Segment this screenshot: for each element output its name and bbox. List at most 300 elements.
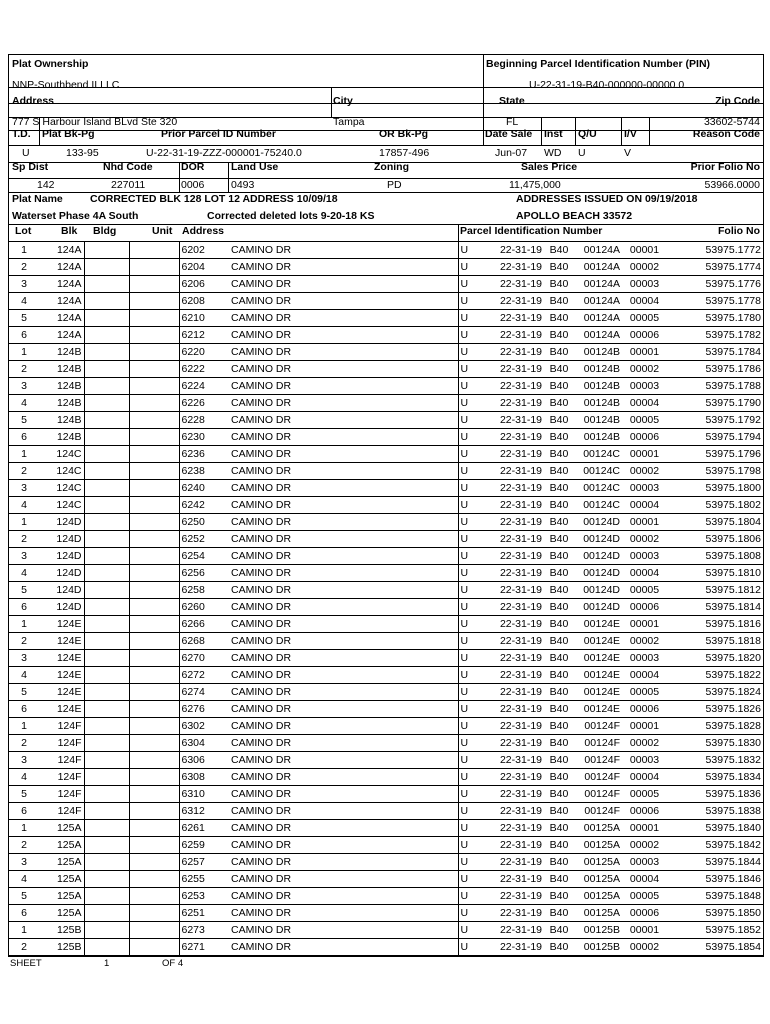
folio-cell: 53975.1810 xyxy=(667,565,763,582)
house-number-cell: 6228 xyxy=(179,412,229,429)
unit-cell xyxy=(129,718,179,735)
pin-section-cell: 22-31-19 xyxy=(482,888,544,905)
lot-cell: 3 xyxy=(9,854,39,871)
pin-subdivision-cell: B40 xyxy=(544,769,574,786)
pin-subdivision-cell: B40 xyxy=(544,888,574,905)
folio-cell: 53975.1820 xyxy=(667,650,763,667)
table-row xyxy=(9,412,763,429)
pin-section-cell: 22-31-19 xyxy=(482,769,544,786)
blk-cell: 124E xyxy=(39,650,84,667)
house-number-cell: 6306 xyxy=(179,752,229,769)
unit-cell xyxy=(129,548,179,565)
table-row xyxy=(9,752,763,769)
pin-lot-cell: 00003 xyxy=(622,378,667,395)
unit-cell xyxy=(129,514,179,531)
blk-cell: 124F xyxy=(39,718,84,735)
pin-prefix-cell: U xyxy=(458,361,482,378)
pin-prefix-cell: U xyxy=(458,463,482,480)
house-number-cell: 6276 xyxy=(179,701,229,718)
unit-cell xyxy=(129,463,179,480)
pin-prefix-cell: U xyxy=(458,242,482,259)
unit-cell xyxy=(129,871,179,888)
blk-cell: 124C xyxy=(39,446,84,463)
folio-cell: 53975.1834 xyxy=(667,769,763,786)
street-cell: CAMINO DR xyxy=(229,667,458,684)
house-number-cell: 6271 xyxy=(179,939,229,956)
lot-cell: 1 xyxy=(9,820,39,837)
qu-value: U xyxy=(578,147,586,159)
blk-cell: 124F xyxy=(39,735,84,752)
pin-section-cell: 22-31-19 xyxy=(482,361,544,378)
folio-cell: 53975.1798 xyxy=(667,463,763,480)
pin-section-cell: 22-31-19 xyxy=(482,531,544,548)
blk-cell: 124E xyxy=(39,684,84,701)
bldg-cell xyxy=(84,718,129,735)
table-row xyxy=(9,429,763,446)
bldg-cell xyxy=(84,446,129,463)
bldg-cell xyxy=(84,378,129,395)
lot-cell: 6 xyxy=(9,905,39,922)
pin-subdivision-cell: B40 xyxy=(544,854,574,871)
pin-section-cell: 22-31-19 xyxy=(482,242,544,259)
pin-prefix-cell: U xyxy=(458,565,482,582)
lot-cell: 2 xyxy=(9,837,39,854)
pin-subdivision-cell: B40 xyxy=(544,310,574,327)
pin-lot-cell: 00002 xyxy=(622,531,667,548)
bldg-cell xyxy=(84,344,129,361)
pin-section-cell: 22-31-19 xyxy=(482,752,544,769)
table-row xyxy=(9,888,763,905)
owner-zip: 33602-5744 xyxy=(703,116,760,128)
house-number-cell: 6272 xyxy=(179,667,229,684)
blk-cell: 124B xyxy=(39,378,84,395)
pin-section-cell: 22-31-19 xyxy=(482,820,544,837)
house-number-cell: 6253 xyxy=(179,888,229,905)
blk-cell: 124C xyxy=(39,463,84,480)
lot-cell: 2 xyxy=(9,735,39,752)
folio-cell: 53975.1844 xyxy=(667,854,763,871)
lot-cell: 2 xyxy=(9,259,39,276)
street-cell: CAMINO DR xyxy=(229,429,458,446)
pin-block-cell: 00125A xyxy=(574,888,622,905)
pin-lot-cell: 00006 xyxy=(622,905,667,922)
pin-lot-cell: 00004 xyxy=(622,293,667,310)
lot-cell: 5 xyxy=(9,582,39,599)
pin-subdivision-cell: B40 xyxy=(544,276,574,293)
plat-header xyxy=(9,55,763,242)
col-folio: Folio No xyxy=(718,225,760,237)
pin-prefix-cell: U xyxy=(458,480,482,497)
pin-subdivision-cell: B40 xyxy=(544,735,574,752)
bldg-cell xyxy=(84,480,129,497)
pin-subdivision-cell: B40 xyxy=(544,514,574,531)
blk-cell: 124F xyxy=(39,803,84,820)
pin-lot-cell: 00006 xyxy=(622,327,667,344)
folio-cell: 53975.1836 xyxy=(667,786,763,803)
table-row xyxy=(9,497,763,514)
blk-cell: 124A xyxy=(39,276,84,293)
pin-subdivision-cell: B40 xyxy=(544,565,574,582)
bldg-cell xyxy=(84,871,129,888)
pin-section-cell: 22-31-19 xyxy=(482,446,544,463)
street-cell: CAMINO DR xyxy=(229,905,458,922)
bldg-cell xyxy=(84,429,129,446)
pin-lot-cell: 00004 xyxy=(622,497,667,514)
blk-cell: 124D xyxy=(39,582,84,599)
pin-lot-cell: 00003 xyxy=(622,480,667,497)
pin-section-cell: 22-31-19 xyxy=(482,276,544,293)
plat-bkpg-label: Plat Bk-Pg xyxy=(42,128,95,140)
table-row xyxy=(9,293,763,310)
blk-cell: 124A xyxy=(39,242,84,259)
bldg-cell xyxy=(84,599,129,616)
col-pin: Parcel Identification Number xyxy=(460,225,603,237)
pin-lot-cell: 00004 xyxy=(622,395,667,412)
blk-cell: 125B xyxy=(39,922,84,939)
bldg-cell xyxy=(84,701,129,718)
lot-cell: 4 xyxy=(9,293,39,310)
blk-cell: 124E xyxy=(39,633,84,650)
bldg-cell xyxy=(84,922,129,939)
table-row xyxy=(9,395,763,412)
table-row xyxy=(9,616,763,633)
pin-lot-cell: 00005 xyxy=(622,888,667,905)
folio-cell: 53975.1776 xyxy=(667,276,763,293)
pin-lot-cell: 00002 xyxy=(622,735,667,752)
lot-cell: 5 xyxy=(9,310,39,327)
blk-cell: 124A xyxy=(39,310,84,327)
blk-cell: 125B xyxy=(39,939,84,956)
pin-lot-cell: 00004 xyxy=(622,667,667,684)
plat-bkpg-value: 133-95 xyxy=(66,147,99,159)
house-number-cell: 6226 xyxy=(179,395,229,412)
table-row xyxy=(9,922,763,939)
house-number-cell: 6304 xyxy=(179,735,229,752)
pin-block-cell: 00125A xyxy=(574,820,622,837)
street-cell: CAMINO DR xyxy=(229,633,458,650)
bldg-cell xyxy=(84,497,129,514)
pin-prefix-cell: U xyxy=(458,412,482,429)
street-cell: CAMINO DR xyxy=(229,293,458,310)
pin-section-cell: 22-31-19 xyxy=(482,701,544,718)
table-row xyxy=(9,735,763,752)
deleted-lots-note: Corrected deleted lots 9-20-18 KS xyxy=(207,210,375,222)
bldg-cell xyxy=(84,259,129,276)
pin-prefix-cell: U xyxy=(458,599,482,616)
table-row xyxy=(9,276,763,293)
lot-cell: 2 xyxy=(9,939,39,956)
pin-block-cell: 00124D xyxy=(574,565,622,582)
pin-lot-cell: 00002 xyxy=(622,463,667,480)
house-number-cell: 6266 xyxy=(179,616,229,633)
col-bldg: Bldg xyxy=(93,225,117,237)
bldg-cell xyxy=(84,582,129,599)
folio-cell: 53975.1828 xyxy=(667,718,763,735)
unit-cell xyxy=(129,293,179,310)
table-row xyxy=(9,327,763,344)
bldg-cell xyxy=(84,684,129,701)
lot-cell: 1 xyxy=(9,446,39,463)
lot-cell: 1 xyxy=(9,718,39,735)
pin-lot-cell: 00003 xyxy=(622,548,667,565)
land-use-label: Land Use xyxy=(231,161,279,173)
street-cell: CAMINO DR xyxy=(229,939,458,956)
lot-cell: 2 xyxy=(9,531,39,548)
blk-cell: 124D xyxy=(39,514,84,531)
prior-folio-value: 53966.0000 xyxy=(704,179,760,191)
td-label: T.D. xyxy=(12,128,31,140)
blk-cell: 124B xyxy=(39,344,84,361)
sales-price-value: 11,475,000 xyxy=(509,179,561,191)
bldg-cell xyxy=(84,633,129,650)
pin-lot-cell: 00005 xyxy=(622,310,667,327)
pin-subdivision-cell: B40 xyxy=(544,701,574,718)
unit-cell xyxy=(129,310,179,327)
pin-section-cell: 22-31-19 xyxy=(482,735,544,752)
pin-section-cell: 22-31-19 xyxy=(482,871,544,888)
pin-subdivision-cell: B40 xyxy=(544,718,574,735)
table-row xyxy=(9,939,763,956)
pin-subdivision-cell: B40 xyxy=(544,667,574,684)
house-number-cell: 6270 xyxy=(179,650,229,667)
pin-subdivision-cell: B40 xyxy=(544,650,574,667)
pin-block-cell: 00124A xyxy=(574,242,622,259)
lot-cell: 4 xyxy=(9,769,39,786)
beginning-pin: U-22-31-19-B40-000000-00000.0 xyxy=(529,79,685,91)
pin-subdivision-cell: B40 xyxy=(544,803,574,820)
parcel-rows xyxy=(9,242,763,956)
street-cell: CAMINO DR xyxy=(229,531,458,548)
pin-section-cell: 22-31-19 xyxy=(482,667,544,684)
pin-section-cell: 22-31-19 xyxy=(482,327,544,344)
table-row xyxy=(9,242,763,259)
pin-section-cell: 22-31-19 xyxy=(482,395,544,412)
street-cell: CAMINO DR xyxy=(229,463,458,480)
bldg-cell xyxy=(84,820,129,837)
pin-prefix-cell: U xyxy=(458,939,482,956)
pin-block-cell: 00124E xyxy=(574,667,622,684)
folio-cell: 53975.1846 xyxy=(667,871,763,888)
pin-prefix-cell: U xyxy=(458,769,482,786)
pin-subdivision-cell: B40 xyxy=(544,395,574,412)
house-number-cell: 6222 xyxy=(179,361,229,378)
blk-cell: 124D xyxy=(39,565,84,582)
pin-block-cell: 00124D xyxy=(574,548,622,565)
lot-cell: 4 xyxy=(9,871,39,888)
pin-prefix-cell: U xyxy=(458,871,482,888)
pin-section-cell: 22-31-19 xyxy=(482,582,544,599)
pin-prefix-cell: U xyxy=(458,803,482,820)
folio-cell: 53975.1794 xyxy=(667,429,763,446)
street-cell: CAMINO DR xyxy=(229,786,458,803)
pin-section-cell: 22-31-19 xyxy=(482,599,544,616)
lot-cell: 6 xyxy=(9,327,39,344)
bldg-cell xyxy=(84,854,129,871)
owner-name: NNP-Southbend II LLC xyxy=(12,79,120,91)
street-cell: CAMINO DR xyxy=(229,922,458,939)
unit-cell xyxy=(129,531,179,548)
zoning-label: Zoning xyxy=(374,161,409,173)
table-row xyxy=(9,344,763,361)
or-bkpg-value: 17857-496 xyxy=(379,147,430,159)
pin-lot-cell: 00005 xyxy=(622,412,667,429)
pin-subdivision-cell: B40 xyxy=(544,361,574,378)
blk-cell: 125A xyxy=(39,837,84,854)
pin-section-cell: 22-31-19 xyxy=(482,565,544,582)
unit-cell xyxy=(129,276,179,293)
pin-lot-cell: 00001 xyxy=(622,242,667,259)
street-cell: CAMINO DR xyxy=(229,582,458,599)
house-number-cell: 6308 xyxy=(179,769,229,786)
street-cell: CAMINO DR xyxy=(229,769,458,786)
pin-prefix-cell: U xyxy=(458,548,482,565)
table-row xyxy=(9,837,763,854)
street-cell: CAMINO DR xyxy=(229,684,458,701)
pin-prefix-cell: U xyxy=(458,684,482,701)
lot-cell: 5 xyxy=(9,412,39,429)
street-cell: CAMINO DR xyxy=(229,820,458,837)
pin-prefix-cell: U xyxy=(458,616,482,633)
city-label: City xyxy=(333,95,353,107)
pin-section-cell: 22-31-19 xyxy=(482,650,544,667)
pin-lot-cell: 00001 xyxy=(622,514,667,531)
bldg-cell xyxy=(84,752,129,769)
pin-block-cell: 00124B xyxy=(574,412,622,429)
street-cell: CAMINO DR xyxy=(229,310,458,327)
folio-cell: 53975.1804 xyxy=(667,514,763,531)
table-row xyxy=(9,701,763,718)
pin-subdivision-cell: B40 xyxy=(544,684,574,701)
folio-cell: 53975.1818 xyxy=(667,633,763,650)
street-cell: CAMINO DR xyxy=(229,480,458,497)
pin-prefix-cell: U xyxy=(458,922,482,939)
pin-subdivision-cell: B40 xyxy=(544,599,574,616)
folio-cell: 53975.1790 xyxy=(667,395,763,412)
pin-lot-cell: 00001 xyxy=(622,718,667,735)
street-cell: CAMINO DR xyxy=(229,327,458,344)
house-number-cell: 6273 xyxy=(179,922,229,939)
pin-section-cell: 22-31-19 xyxy=(482,803,544,820)
pin-block-cell: 00124D xyxy=(574,514,622,531)
pin-prefix-cell: U xyxy=(458,344,482,361)
pin-block-cell: 00125B xyxy=(574,939,622,956)
pin-prefix-cell: U xyxy=(458,905,482,922)
unit-cell xyxy=(129,854,179,871)
bldg-cell xyxy=(84,514,129,531)
state-label: State xyxy=(499,95,525,107)
pin-block-cell: 00124C xyxy=(574,463,622,480)
street-cell: CAMINO DR xyxy=(229,888,458,905)
table-row xyxy=(9,650,763,667)
blk-cell: 125A xyxy=(39,871,84,888)
bldg-cell xyxy=(84,905,129,922)
pin-subdivision-cell: B40 xyxy=(544,344,574,361)
lot-cell: 1 xyxy=(9,344,39,361)
street-cell: CAMINO DR xyxy=(229,446,458,463)
nhd-code-value: 227011 xyxy=(111,179,146,191)
sheet-total: OF 4 xyxy=(162,958,184,969)
pin-block-cell: 00125A xyxy=(574,871,622,888)
blk-cell: 124B xyxy=(39,361,84,378)
pin-section-cell: 22-31-19 xyxy=(482,854,544,871)
pin-subdivision-cell: B40 xyxy=(544,633,574,650)
prior-parcel-label: Prior Parcel ID Number xyxy=(161,128,276,140)
house-number-cell: 6208 xyxy=(179,293,229,310)
pin-section-cell: 22-31-19 xyxy=(482,616,544,633)
house-number-cell: 6252 xyxy=(179,531,229,548)
blk-cell: 124A xyxy=(39,259,84,276)
folio-cell: 53975.1796 xyxy=(667,446,763,463)
house-number-cell: 6310 xyxy=(179,786,229,803)
pin-subdivision-cell: B40 xyxy=(544,531,574,548)
pin-subdivision-cell: B40 xyxy=(544,429,574,446)
table-row xyxy=(9,599,763,616)
pin-prefix-cell: U xyxy=(458,497,482,514)
pin-label: Beginning Parcel Identification Number (PIN) xyxy=(486,58,711,70)
house-number-cell: 6242 xyxy=(179,497,229,514)
house-number-cell: 6230 xyxy=(179,429,229,446)
street-cell: CAMINO DR xyxy=(229,395,458,412)
pin-lot-cell: 00006 xyxy=(622,701,667,718)
bldg-cell xyxy=(84,310,129,327)
table-row xyxy=(9,582,763,599)
table-row xyxy=(9,514,763,531)
pin-prefix-cell: U xyxy=(458,531,482,548)
qu-label: Q/U xyxy=(578,128,597,140)
unit-cell xyxy=(129,701,179,718)
pin-subdivision-cell: B40 xyxy=(544,922,574,939)
pin-section-cell: 22-31-19 xyxy=(482,497,544,514)
street-cell: CAMINO DR xyxy=(229,378,458,395)
pin-subdivision-cell: B40 xyxy=(544,752,574,769)
lot-cell: 6 xyxy=(9,429,39,446)
pin-lot-cell: 00004 xyxy=(622,565,667,582)
table-row xyxy=(9,378,763,395)
col-address: Address xyxy=(182,225,225,237)
pin-prefix-cell: U xyxy=(458,276,482,293)
pin-prefix-cell: U xyxy=(458,378,482,395)
table-row xyxy=(9,361,763,378)
reason-code-label: Reason Code xyxy=(692,128,760,140)
street-cell: CAMINO DR xyxy=(229,701,458,718)
bldg-cell xyxy=(84,395,129,412)
blk-cell: 124F xyxy=(39,752,84,769)
pin-section-cell: 22-31-19 xyxy=(482,429,544,446)
house-number-cell: 6258 xyxy=(179,582,229,599)
owner-address: 777 S Harbour Island BLvd Ste 320 xyxy=(12,116,178,128)
pin-lot-cell: 00006 xyxy=(622,803,667,820)
pin-block-cell: 00124D xyxy=(574,531,622,548)
street-cell: CAMINO DR xyxy=(229,650,458,667)
folio-cell: 53975.1822 xyxy=(667,667,763,684)
col-blk: Blk xyxy=(61,225,78,237)
folio-cell: 53975.1840 xyxy=(667,820,763,837)
pin-block-cell: 00124C xyxy=(574,497,622,514)
unit-cell xyxy=(129,429,179,446)
pin-prefix-cell: U xyxy=(458,259,482,276)
house-number-cell: 6257 xyxy=(179,854,229,871)
blk-cell: 124C xyxy=(39,497,84,514)
pin-block-cell: 00124F xyxy=(574,735,622,752)
pin-lot-cell: 00003 xyxy=(622,276,667,293)
bldg-cell xyxy=(84,769,129,786)
pin-block-cell: 00124B xyxy=(574,361,622,378)
pin-section-cell: 22-31-19 xyxy=(482,633,544,650)
unit-cell xyxy=(129,361,179,378)
pin-prefix-cell: U xyxy=(458,633,482,650)
pin-block-cell: 00124F xyxy=(574,752,622,769)
pin-section-cell: 22-31-19 xyxy=(482,259,544,276)
